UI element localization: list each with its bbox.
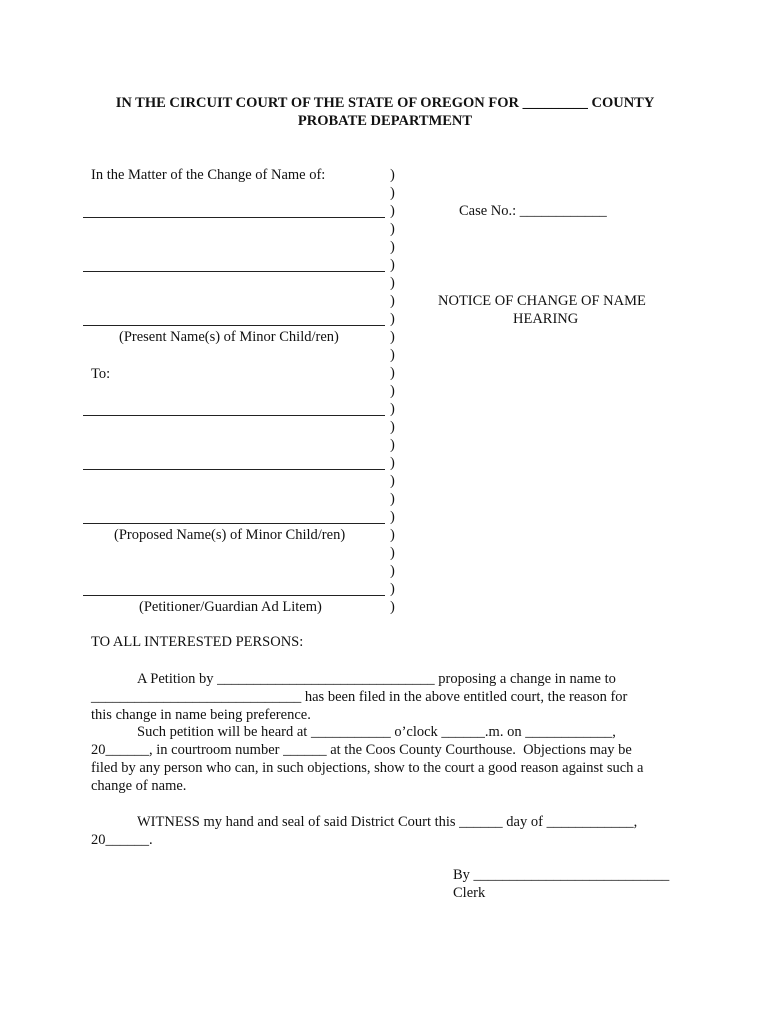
caption-paren: ) [390, 293, 395, 309]
petition-para-line2: _____________________________ has been filed in the above entitled court, the reason for [91, 689, 628, 705]
witness-para-line1: WITNESS my hand and seal of said District Court this ______ day of ____________, [137, 814, 638, 830]
petition-para-line1: A Petition by ______________________________ proposing a change in name to [137, 671, 616, 687]
caption-paren: ) [390, 473, 395, 489]
addressee-line: TO ALL INTERESTED PERSONS: [91, 634, 304, 650]
hearing-para-line3: filed by any person who can, in such objections, show to the court a good reason against such a [91, 760, 644, 776]
name-line-3[interactable] [83, 325, 385, 326]
to-label: To: [91, 366, 111, 382]
signature-by-line[interactable]: By ___________________________ [453, 867, 670, 883]
petitioner-line[interactable] [83, 595, 385, 596]
notice-title-line1: NOTICE OF CHANGE OF NAME [438, 293, 646, 309]
clerk-label: Clerk [453, 885, 486, 901]
caption-paren: ) [390, 545, 395, 561]
caption-paren: ) [390, 185, 395, 201]
petitioner-label: (Petitioner/Guardian Ad Litem) [139, 599, 322, 615]
recipient-line-2[interactable] [83, 469, 385, 470]
caption-paren: ) [390, 509, 395, 525]
caption-paren: ) [390, 239, 395, 255]
name-line-1[interactable] [83, 217, 385, 218]
department-heading: PROBATE DEPARTMENT [297, 113, 473, 129]
notice-title-line2: HEARING [513, 311, 579, 327]
caption-paren: ) [390, 329, 395, 345]
hearing-para-line1: Such petition will be heard at ___________ o’clock ______.m. on ____________, [137, 724, 616, 740]
hearing-para-line4: change of name. [91, 778, 187, 794]
caption-paren: ) [390, 419, 395, 435]
caption-paren: ) [390, 221, 395, 237]
name-line-2[interactable] [83, 271, 385, 272]
hearing-para-line2: 20______, in courtroom number ______ at the Coos County Courthouse. Objections may be [91, 742, 632, 758]
proposed-names-label: (Proposed Name(s) of Minor Child/ren) [114, 527, 346, 543]
caption-paren: ) [390, 491, 395, 507]
court-heading: IN THE CIRCUIT COURT OF THE STATE OF OREGON FOR _________ COUNTY [115, 95, 655, 111]
caption-paren: ) [390, 563, 395, 579]
proposed-name-line[interactable] [83, 523, 385, 524]
caption-paren: ) [390, 257, 395, 273]
caption-paren: ) [390, 437, 395, 453]
caption-paren: ) [390, 527, 395, 543]
caption-paren: ) [390, 455, 395, 471]
present-names-label: (Present Name(s) of Minor Child/ren) [119, 329, 339, 345]
witness-para-line2: 20______. [91, 832, 153, 848]
caption-paren: ) [390, 599, 395, 615]
caption-paren: ) [390, 275, 395, 291]
caption-paren: ) [390, 581, 395, 597]
case-number-field[interactable]: Case No.: ____________ [459, 203, 607, 219]
caption-paren: ) [390, 167, 395, 183]
caption-paren: ) [390, 203, 395, 219]
matter-label: In the Matter of the Change of Name of: [91, 167, 326, 183]
caption-paren: ) [390, 365, 395, 381]
caption-paren: ) [390, 401, 395, 417]
caption-paren: ) [390, 347, 395, 363]
petition-para-line3: this change in name being preference. [91, 707, 311, 723]
caption-paren: ) [390, 383, 395, 399]
caption-paren: ) [390, 311, 395, 327]
recipient-line-1[interactable] [83, 415, 385, 416]
